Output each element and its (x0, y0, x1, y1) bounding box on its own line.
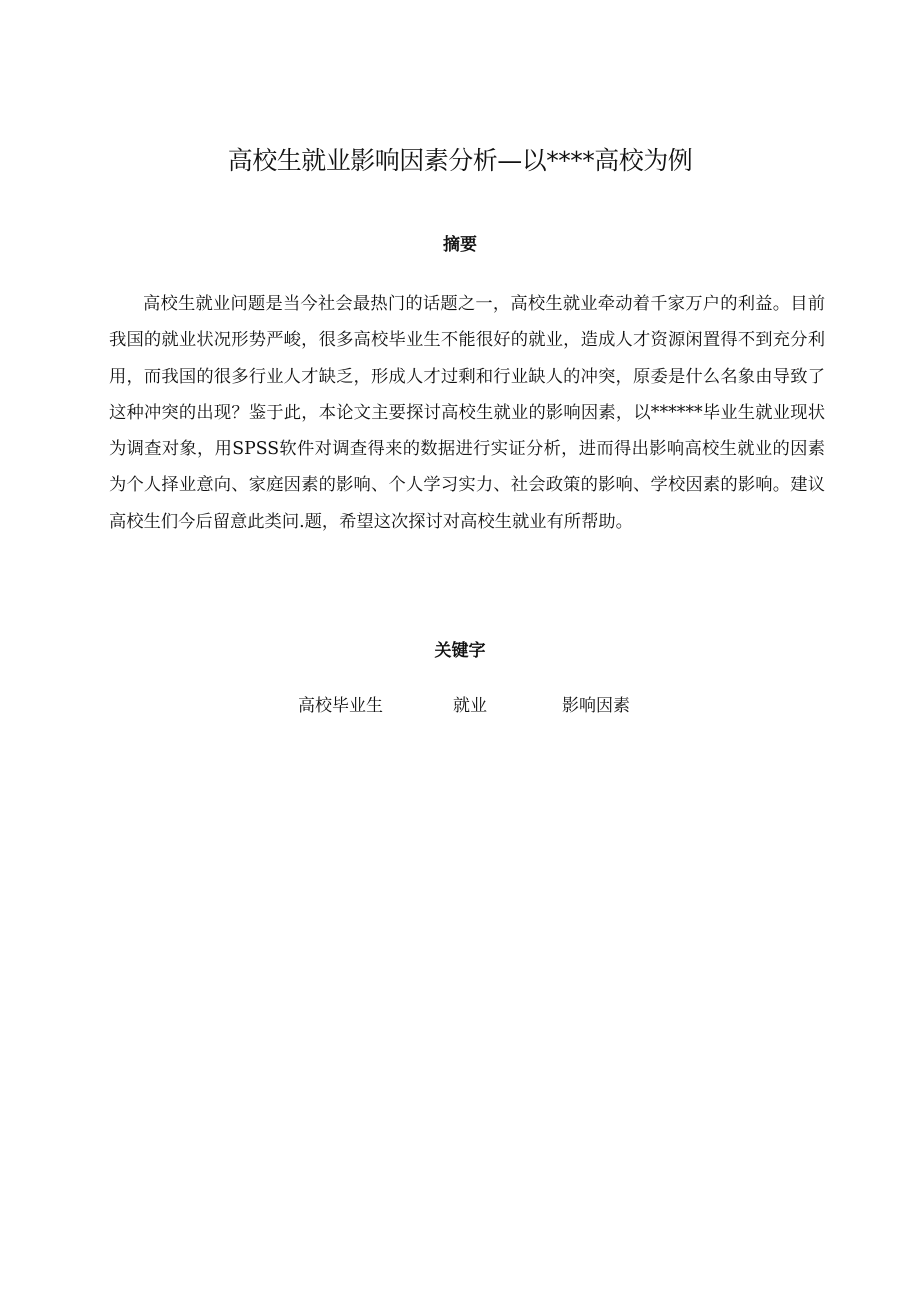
keyword-item: 高校毕业生 (298, 696, 383, 716)
keywords-list (0, 694, 920, 718)
paper-title: 高校生就业影响因素分析—以****高校为例 (227, 146, 693, 175)
abstract-heading: 摘要 (443, 235, 477, 255)
abstract-paragraph: 高校生就业问题是当今社会最热门的话题之一，高校生就业牵动着千家万户的利益。目前我国的就业状况形势严峻，很多高校毕业生不能很好的就业，造成人才资源闲置得不到充分利用，而我国的很多行业人才缺乏，形成人才过剩和行业缺人的冲突，原委是什么名象由导致了这种冲突的出现？鉴于此，本论文主要探讨高校生就业的影响因素，以******毕业生就业现状为调查对象，用SPSS软件对调查得来的数据进行实证分析，进而得出影响高校生就业的因素为个人择业意向、家庭因素的影响、个人学习实力、社会政策的影响、学校因素的影响。建议高校生们今后留意此类问.题，希望这次探讨对高校生就业有所帮助。 (109, 294, 825, 532)
keyword-item: 就业 (453, 696, 487, 716)
keyword-item: 影响因素 (562, 696, 630, 716)
keywords-heading: 关键字 (434, 641, 486, 661)
